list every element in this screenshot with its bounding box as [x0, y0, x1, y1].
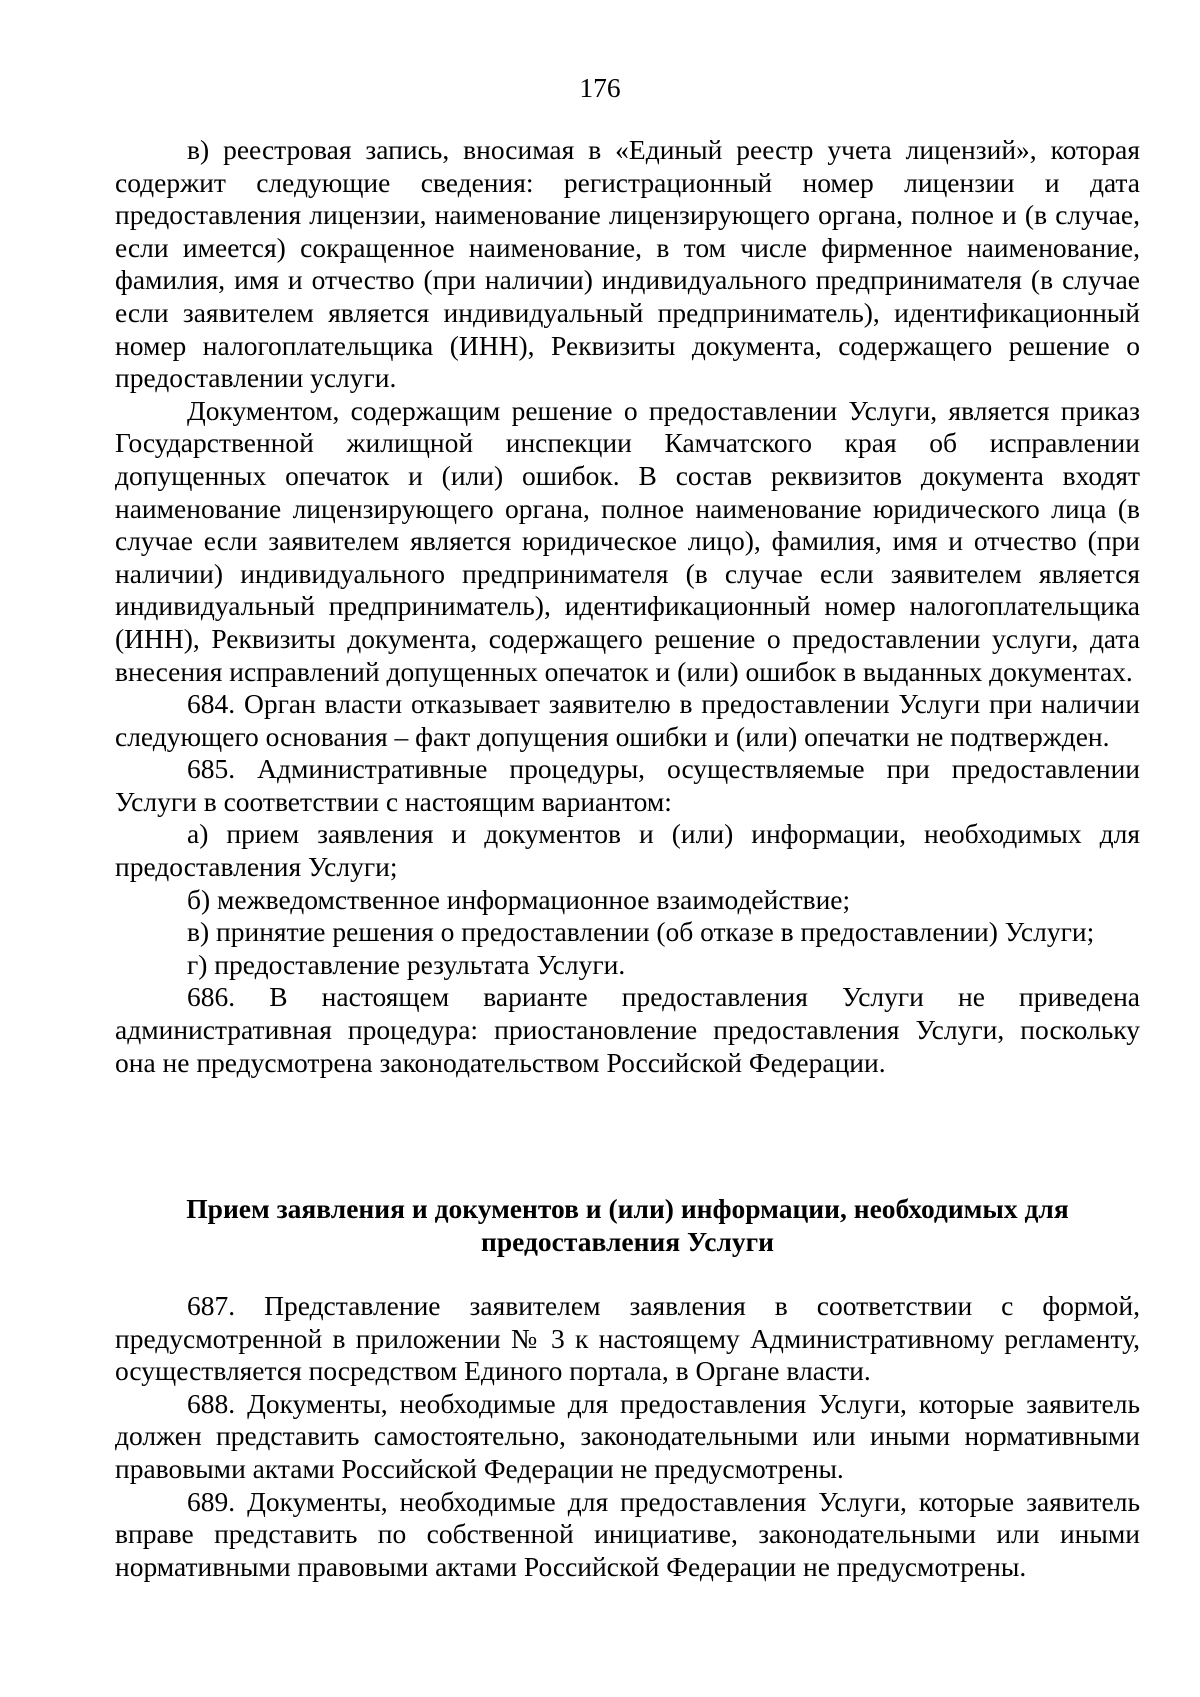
paragraph: 688. Документы, необходимые для предоставления Услуги, которые заявитель должен представить самостоятельно, законодательными или иными нормативными правовыми актами Российской Федерации не предусмотрены.: [115, 1387, 1140, 1484]
page-number: 176: [579, 72, 621, 103]
paragraph: Документом, содержащим решение о предоставлении Услуги, является приказ Государственной жилищной инспекции Камчатского края об исправлении допущенных опечаток и (или) ошибок. В состав реквизитов документа входят наименование лицензирующего органа, полное наименование юридического лица (в случае если заявителем является юридическое лицо), фамилия, имя и отчество (при наличии) индивидуального предпринимателя (в случае если заявителем является индивидуальный предприниматель), идентификационный номер налогоплательщика (ИНН), Реквизиты документа, содержащего решение о предоставлении услуги, дата внесения исправлений допущенных опечаток и (или) ошибок в выданных документах.: [115, 394, 1140, 687]
paragraph: а) прием заявления и документов и (или) информации, необходимых для предоставления Услуги;: [115, 818, 1140, 883]
body-text-top: [115, 134, 1140, 1079]
paragraph: 685. Административные процедуры, осуществляемые при предоставлении Услуги в соответствии с настоящим вариантом:: [115, 753, 1140, 817]
paragraph: в) принятие решения о предоставлении (об отказе в предоставлении) Услуги;: [187, 916, 1095, 948]
paragraph: в) реестровая запись, вносимая в «Единый реестр учета лицензий», которая содержит следующие сведения: регистрационный номер лицензии и дата предоставления лицензии, наименование лицензирующего органа, полное и (в случае, если имеется) сокращенное наименование, в том числе фирменное наименование, фамилия, имя и отчество (при наличии) индивидуального предпринимателя (в случае если заявителем является индивидуальный предприниматель), идентификационный номер налогоплательщика (ИНН), Реквизиты документа, содержащего решение о предоставлении услуги.: [115, 134, 1140, 394]
paragraph: 684. Орган власти отказывает заявителю в предоставлении Услуги при наличии следующего основания – факт допущения ошибки и (или) опечатки не подтвержден.: [115, 688, 1140, 752]
body-text-bottom: [115, 1290, 1140, 1583]
paragraph: 686. В настоящем варианте предоставления Услуги не приведена административная процедура: приостановление предоставления Услуги, поскольку она не предусмотрена законодательством Российской Федерации.: [115, 981, 1140, 1078]
paragraph: 689. Документы, необходимые для предоставления Услуги, которые заявитель вправе представить по собственной инициативе, законодательными или иными нормативными правовыми актами Российской Федерации не предусмотрены.: [115, 1485, 1140, 1582]
paragraph: б) межведомственное информационное взаимодействие;: [187, 883, 851, 915]
paragraph: г) предоставление результата Услуги.: [187, 948, 626, 980]
section-heading: Прием заявления и документов и (или) информации, необходимых для предоставления Услуги: [186, 1193, 1069, 1257]
paragraph: 687. Представление заявителем заявления в соответствии с формой, предусмотренной в приложении № 3 к настоящему Административному регламенту, осуществляется посредством Единого портала, в Органе власти.: [115, 1290, 1140, 1387]
